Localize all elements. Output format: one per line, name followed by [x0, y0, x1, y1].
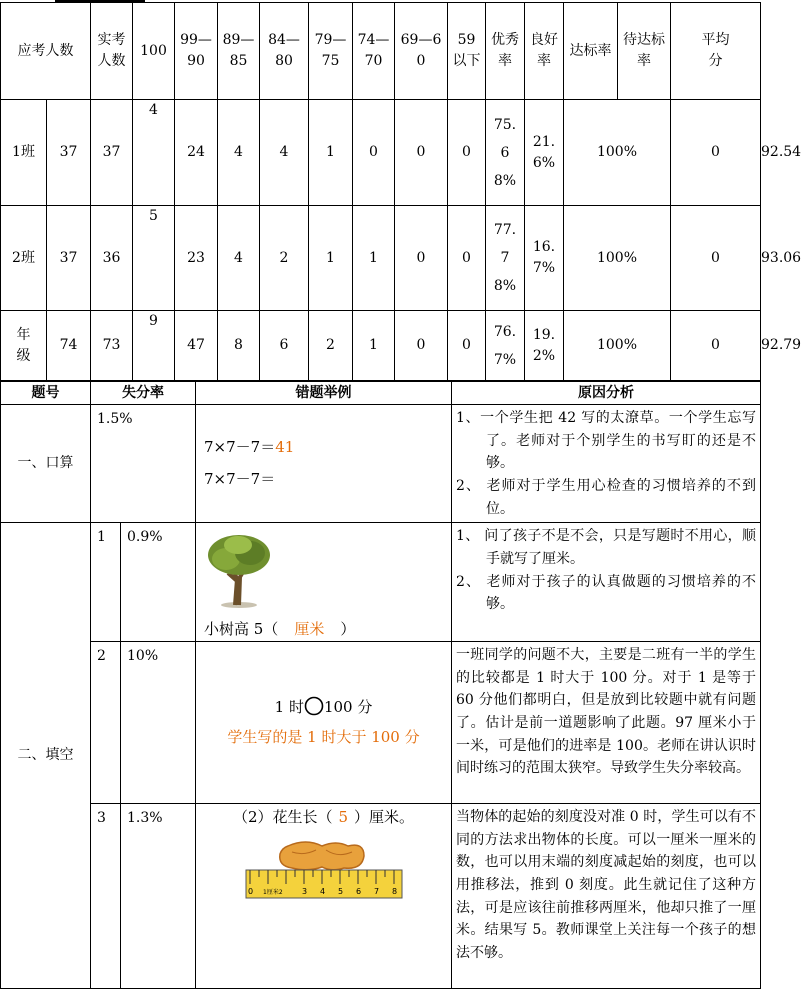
cell-tested: 36 [91, 206, 133, 311]
header-79-75: 79—75 [309, 3, 353, 100]
item-number: 2 [91, 641, 121, 803]
analysis-header-row [1, 382, 761, 405]
cell-74-70: 0 [353, 100, 395, 206]
oral-example-line-1: 7×7－7＝41 [204, 438, 295, 457]
cell-enrolled: 37 [47, 206, 91, 311]
ruler-label: 6 [355, 887, 361, 897]
ruler-label: 0 [247, 887, 253, 897]
peanut-ruler-example [196, 803, 452, 988]
header-pending-rate: 待达标率 [618, 3, 671, 100]
cell-excellent: 75.68% [486, 100, 525, 206]
cell-good: 21.6% [525, 100, 564, 206]
tree-example [196, 523, 452, 642]
score-stats-table [0, 2, 801, 381]
student-answer: 厘米 [294, 620, 325, 639]
cell-below-59: 0 [448, 206, 486, 311]
header-good-rate: 良好率 [525, 3, 564, 100]
cell-good: 16.7% [525, 206, 564, 311]
table-row: 1班 37 37 4 24 4 4 1 0 0 0 75.68% 21.6% 100% 0 92.54 [1, 100, 761, 206]
cell-enrolled: 37 [47, 100, 91, 206]
peanut-question: （2）花生长（ 5 ）厘米。 [232, 807, 415, 826]
cell-89-85: 4 [218, 100, 260, 206]
reason-item: 1、 问了孩子不是不会，只是写题时不用心，顺手就写了厘米。 [456, 528, 756, 568]
ruler-label: 1厘米2 [262, 889, 283, 897]
oral-reason [452, 405, 761, 523]
time-compare-example [196, 641, 452, 803]
cell-99-90: 47 [175, 311, 218, 381]
item-rate: 10% [121, 641, 196, 803]
cell-84-80: 4 [260, 100, 309, 206]
header-74-70: 74—70 [353, 3, 395, 100]
oral-rate: 1.5% [91, 405, 196, 523]
student-answer: 学生写的是 1 时大于 100 分 [227, 728, 420, 747]
reason-item: 2、 老师对于孩子的认真做题的习惯培养的不够。 [456, 573, 756, 613]
row-name: 年级 [1, 311, 47, 381]
table-row [1, 641, 761, 803]
header-below-59: 59以下 [448, 3, 486, 100]
item-rate: 0.9% [121, 523, 196, 642]
cell-79-75: 1 [309, 206, 353, 311]
header-average: 平均分 [671, 3, 761, 100]
cell-pass: 100% [564, 311, 671, 381]
table-row [1, 523, 761, 642]
oral-example [196, 405, 452, 523]
cell-69-60: 0 [395, 100, 448, 206]
cell-below-59: 0 [448, 100, 486, 206]
row-name: 2班 [1, 206, 47, 311]
cell-79-75: 1 [309, 100, 353, 206]
section-oral-label: 一、口算 [1, 405, 91, 523]
header-89-85: 89—85 [218, 3, 260, 100]
cell-pending: 0 [671, 206, 761, 311]
cell-pass: 100% [564, 100, 671, 206]
cell-good: 19.2% [525, 311, 564, 381]
cell-pending: 0 [671, 100, 761, 206]
tree-caption: 小树高 5（ 厘米 ） [204, 620, 356, 639]
cell-tested: 37 [91, 100, 133, 206]
table-row: 2班 37 36 5 23 4 2 1 1 0 0 77.78% 16.7% 100% 0 93.06 [1, 206, 761, 311]
student-answer: 5 [338, 807, 349, 826]
header-99-90: 99—90 [175, 3, 218, 100]
header-100: 100 [133, 3, 175, 100]
header-enrolled: 应考人数 [1, 3, 91, 100]
item-rate: 1.3% [121, 803, 196, 988]
cell-pass: 100% [564, 206, 671, 311]
blank-circle-icon [304, 696, 324, 716]
item-reason: 一班同学的问题不大，主要是二班有一半的学生的比较都是 1 时大于 100 分。对于 1 是等于 60 分他们都明白，但是放到比较题中就有问题了。估计是前一道题影响了此题。97 厘米小于一米，可是他们的进率是 100。老师在讲认识时间时练习的范围太狭窄。导致学生失分率较高。 [452, 641, 761, 803]
peanut-ruler-icon [244, 838, 404, 904]
cell-100: 5 [133, 206, 175, 311]
error-analysis-table [0, 381, 761, 989]
header-69-60: 69—60 [395, 3, 448, 100]
header-pass-rate: 达标率 [564, 3, 618, 100]
ruler-label: 7 [373, 887, 379, 897]
cell-69-60: 0 [395, 206, 448, 311]
cell-89-85: 8 [218, 311, 260, 381]
student-answer: 41 [275, 438, 295, 457]
cell-84-80: 6 [260, 311, 309, 381]
cell-excellent: 76.7% [486, 311, 525, 381]
header-loss-rate: 失分率 [91, 382, 196, 405]
tree-icon [204, 531, 274, 609]
item-number: 1 [91, 523, 121, 642]
cell-89-85: 4 [218, 206, 260, 311]
table-row: 年级 74 73 9 47 8 6 2 1 0 0 76.7% 19.2% 100% 0 92.79 [1, 311, 761, 381]
header-error-example: 错题举例 [196, 382, 452, 405]
ruler-label: 3 [301, 887, 307, 897]
cell-below-59: 0 [448, 311, 486, 381]
reason-item: 1、一个学生把 42 写的太潦草。一个学生忘写了。老师对于个别学生的书写盯的还是不够。 [456, 410, 756, 472]
item-number: 3 [91, 803, 121, 988]
cell-99-90: 23 [175, 206, 218, 311]
cell-100: 9 [133, 311, 175, 381]
cell-69-60: 0 [395, 311, 448, 381]
cell-tested: 73 [91, 311, 133, 381]
ruler-label: 8 [391, 887, 397, 897]
header-question-no: 题号 [1, 382, 91, 405]
table-row [1, 803, 761, 988]
header-tested: 实考人数 [91, 3, 133, 100]
header-reason: 原因分析 [452, 382, 761, 405]
cell-99-90: 24 [175, 100, 218, 206]
ruler-label: 5 [337, 887, 343, 897]
cell-enrolled: 74 [47, 311, 91, 381]
item-reason [452, 523, 761, 642]
stats-header-row [1, 3, 761, 100]
cell-84-80: 2 [260, 206, 309, 311]
section-fill-label: 二、填空 [1, 523, 91, 989]
reason-item: 2、 老师对于学生用心检查的习惯培养的不到位。 [456, 478, 756, 517]
cell-74-70: 1 [353, 206, 395, 311]
oral-example-line-2: 7×7－7＝ [204, 469, 276, 488]
compare-expression: 1 时 100 分 [274, 698, 373, 717]
cell-74-70: 1 [353, 311, 395, 381]
header-84-80: 84—80 [260, 3, 309, 100]
cell-100: 4 [133, 100, 175, 206]
header-excellent-rate: 优秀率 [486, 3, 525, 100]
row-name: 1班 [1, 100, 47, 206]
table-row [1, 405, 761, 523]
item-reason: 当物体的起始的刻度没对准 0 时，学生可以有不同的方法求出物体的长度。可以一厘米一厘米的数，也可以用末端的刻度减起始的刻度，也可以用推移法，推到 0 刻度。此生就记住了这种方法，可是应该往前推移两厘米，他却只推了一厘米。结果写 5。教师课堂上关注每一个孩子的想法不够。 [452, 803, 761, 988]
ruler-label: 4 [319, 887, 325, 897]
cell-pending: 0 [671, 311, 761, 381]
cell-79-75: 2 [309, 311, 353, 381]
cell-excellent: 77.78% [486, 206, 525, 311]
